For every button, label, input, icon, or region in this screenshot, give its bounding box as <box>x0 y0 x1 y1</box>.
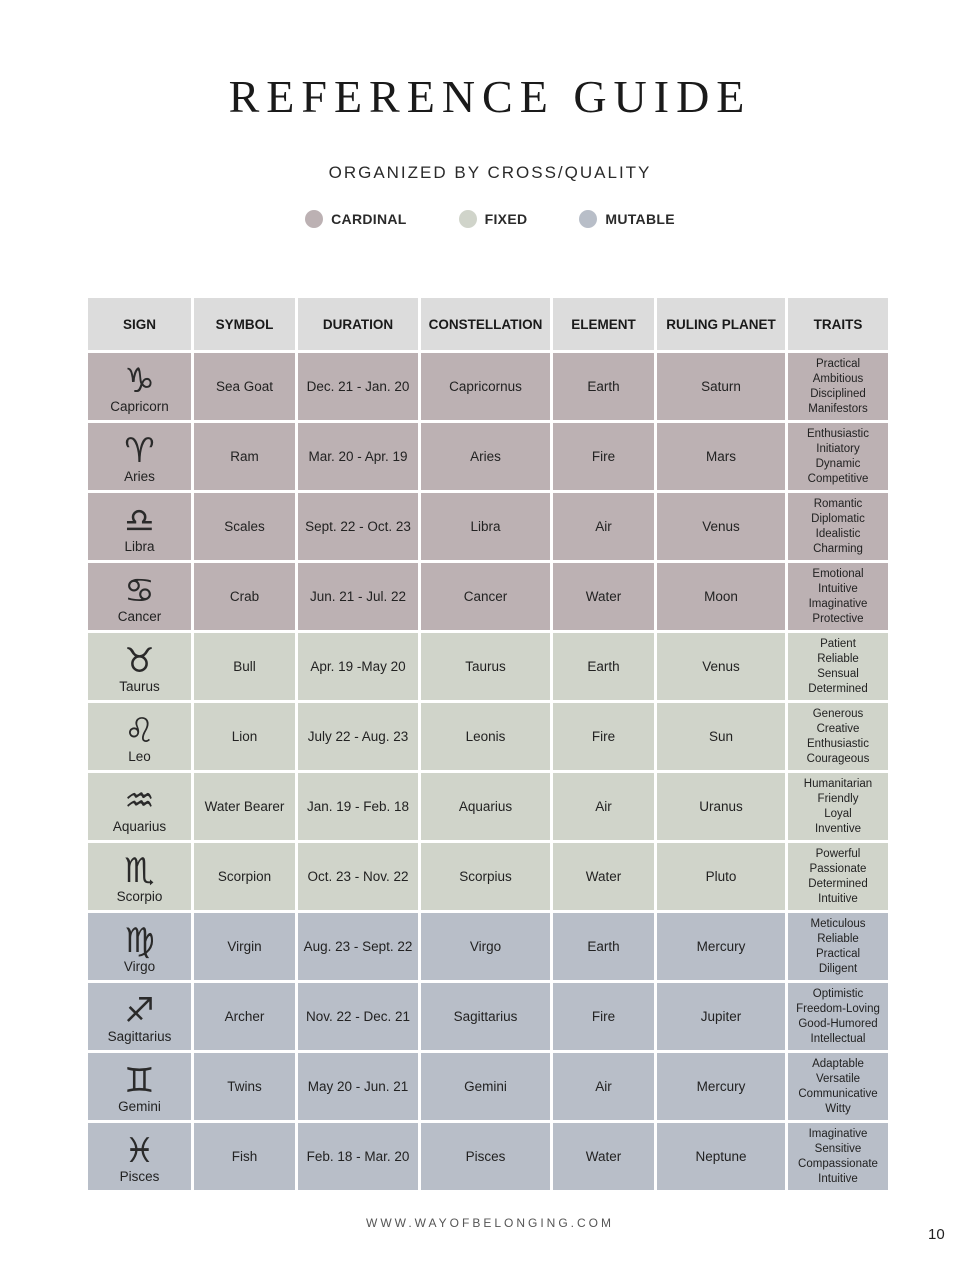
trait-item: Sensitive <box>814 1142 862 1155</box>
trait-item: Inventive <box>814 822 862 835</box>
page-title: REFERENCE GUIDE <box>228 71 752 122</box>
constellation-cell: Libra <box>421 493 550 560</box>
symbol-cell: Virgin <box>194 913 295 980</box>
symbol-cell: Scales <box>194 493 295 560</box>
ruling-planet-cell: Mercury <box>657 913 785 980</box>
trait-item: Intellectual <box>810 1032 866 1045</box>
traits-cell <box>788 773 888 840</box>
legend-cardinal <box>305 210 407 228</box>
trait-item: Diligent <box>818 962 858 975</box>
element-cell: Fire <box>553 423 654 490</box>
zodiac-glyph-icon: ♎ <box>124 501 155 541</box>
sign-name: Sagittarius <box>107 1029 172 1044</box>
trait-item: Romantic <box>813 497 863 510</box>
zodiac-glyph-icon: ♊ <box>124 1061 155 1101</box>
trait-item: Manifestors <box>808 402 868 415</box>
zodiac-glyph-icon: ♍ <box>124 921 155 961</box>
traits-cell <box>788 633 888 700</box>
element-cell: Earth <box>553 913 654 980</box>
sign-name: Taurus <box>119 679 160 694</box>
duration-cell: Sept. 22 - Oct. 23 <box>298 493 418 560</box>
element-cell: Water <box>553 563 654 630</box>
header-duration: DURATION <box>298 298 418 350</box>
element-cell: Water <box>553 1123 654 1190</box>
header-constellation: CONSTELLATION <box>421 298 550 350</box>
trait-item: Courageous <box>806 752 870 765</box>
sign-name: Aquarius <box>112 819 167 834</box>
symbol-cell: Bull <box>194 633 295 700</box>
traits-cell <box>788 1123 888 1190</box>
constellation-cell: Aquarius <box>421 773 550 840</box>
sign-name: Cancer <box>117 609 162 624</box>
header-traits: TRAITS <box>788 298 888 350</box>
trait-item: Practical <box>815 357 861 370</box>
element-cell: Earth <box>553 353 654 420</box>
trait-item: Communicative <box>798 1087 878 1100</box>
trait-item: Intuitive <box>818 892 858 905</box>
duration-cell: Mar. 20 - Apr. 19 <box>298 423 418 490</box>
constellation-cell: Capricornus <box>421 353 550 420</box>
symbol-cell: Archer <box>194 983 295 1050</box>
zodiac-glyph-icon: ♌ <box>124 711 155 751</box>
element-cell: Fire <box>553 703 654 770</box>
duration-cell: Aug. 23 - Sept. 22 <box>298 913 418 980</box>
trait-item: Idealistic <box>815 527 861 540</box>
duration-cell: Dec. 21 - Jan. 20 <box>298 353 418 420</box>
ruling-planet-cell: Uranus <box>657 773 785 840</box>
trait-item: Freedom-Loving <box>796 1002 880 1015</box>
traits-cell <box>788 983 888 1050</box>
symbol-cell: Sea Goat <box>194 353 295 420</box>
trait-item: Disciplined <box>810 387 866 400</box>
symbol-cell: Lion <box>194 703 295 770</box>
constellation-cell: Pisces <box>421 1123 550 1190</box>
trait-item: Initiatory <box>816 442 860 455</box>
sign-cell <box>88 1123 191 1190</box>
header-sign: SIGN <box>88 298 191 350</box>
trait-item: Meticulous <box>810 917 866 930</box>
trait-item: Witty <box>825 1102 851 1115</box>
trait-item: Good-Humored <box>798 1017 878 1030</box>
sign-cell <box>88 353 191 420</box>
sign-cell <box>88 633 191 700</box>
header-ruling-planet: RULING PLANET <box>657 298 785 350</box>
header-element: ELEMENT <box>553 298 654 350</box>
traits-cell <box>788 423 888 490</box>
trait-item: Determined <box>808 682 868 695</box>
trait-item: Reliable <box>817 652 859 665</box>
zodiac-glyph-icon: ♏ <box>124 851 155 891</box>
trait-item: Creative <box>816 722 860 735</box>
constellation-cell: Aries <box>421 423 550 490</box>
duration-cell: May 20 - Jun. 21 <box>298 1053 418 1120</box>
symbol-cell: Water Bearer <box>194 773 295 840</box>
zodiac-glyph-icon: ♒ <box>124 781 155 821</box>
zodiac-glyph-icon: ♉ <box>124 641 155 681</box>
duration-cell: Oct. 23 - Nov. 22 <box>298 843 418 910</box>
zodiac-reference-table <box>88 298 882 1190</box>
trait-item: Diplomatic <box>811 512 865 525</box>
zodiac-glyph-icon: ♑ <box>124 361 155 401</box>
symbol-cell: Ram <box>194 423 295 490</box>
constellation-cell: Leonis <box>421 703 550 770</box>
zodiac-glyph-icon: ♐ <box>124 991 155 1031</box>
symbol-cell: Scorpion <box>194 843 295 910</box>
trait-item: Adaptable <box>812 1057 864 1070</box>
legend-cardinal-label: CARDINAL <box>331 211 407 227</box>
sign-cell <box>88 773 191 840</box>
zodiac-glyph-icon: ♈ <box>124 431 155 471</box>
traits-cell <box>788 843 888 910</box>
trait-item: Humanitarian <box>803 777 873 790</box>
trait-item: Enthusiastic <box>806 737 869 750</box>
ruling-planet-cell: Venus <box>657 493 785 560</box>
traits-cell <box>788 493 888 560</box>
zodiac-glyph-icon: ♓ <box>124 1131 155 1171</box>
trait-item: Powerful <box>815 847 861 860</box>
cardinal-swatch-icon <box>305 210 323 228</box>
constellation-cell: Taurus <box>421 633 550 700</box>
traits-cell <box>788 1053 888 1120</box>
ruling-planet-cell: Venus <box>657 633 785 700</box>
constellation-cell: Gemini <box>421 1053 550 1120</box>
element-cell: Air <box>553 773 654 840</box>
trait-item: Emotional <box>812 567 864 580</box>
sign-cell <box>88 703 191 770</box>
trait-item: Generous <box>812 707 864 720</box>
symbol-cell: Fish <box>194 1123 295 1190</box>
trait-item: Ambitious <box>812 372 864 385</box>
sign-cell <box>88 983 191 1050</box>
sign-name: Capricorn <box>110 399 169 414</box>
constellation-cell: Cancer <box>421 563 550 630</box>
element-cell: Water <box>553 843 654 910</box>
traits-cell <box>788 913 888 980</box>
legend-mutable-label: MUTABLE <box>605 211 675 227</box>
sign-name: Libra <box>124 539 155 554</box>
sign-cell <box>88 843 191 910</box>
sign-name: Virgo <box>123 959 156 974</box>
website-footer: WWW.WAYOFBELONGING.COM <box>366 1216 614 1230</box>
ruling-planet-cell: Mercury <box>657 1053 785 1120</box>
traits-cell <box>788 563 888 630</box>
element-cell: Air <box>553 493 654 560</box>
trait-item: Versatile <box>815 1072 861 1085</box>
legend-fixed-label: FIXED <box>484 211 528 227</box>
zodiac-glyph-icon: ♋ <box>124 571 155 611</box>
ruling-planet-cell: Neptune <box>657 1123 785 1190</box>
trait-item: Friendly <box>817 792 859 805</box>
trait-item: Competitive <box>807 472 869 485</box>
trait-item: Practical <box>815 947 861 960</box>
traits-cell <box>788 353 888 420</box>
traits-cell <box>788 703 888 770</box>
fixed-swatch-icon <box>459 210 477 228</box>
trait-item: Intuitive <box>818 1172 858 1185</box>
sign-name: Scorpio <box>116 889 163 904</box>
mutable-swatch-icon <box>579 210 597 228</box>
sign-cell <box>88 563 191 630</box>
trait-item: Reliable <box>817 932 859 945</box>
ruling-planet-cell: Pluto <box>657 843 785 910</box>
ruling-planet-cell: Jupiter <box>657 983 785 1050</box>
ruling-planet-cell: Moon <box>657 563 785 630</box>
trait-item: Intuitive <box>818 582 858 595</box>
element-cell: Earth <box>553 633 654 700</box>
sign-cell <box>88 493 191 560</box>
symbol-cell: Twins <box>194 1053 295 1120</box>
legend-fixed <box>459 210 528 228</box>
constellation-cell: Scorpius <box>421 843 550 910</box>
page-number: 10 <box>928 1226 945 1243</box>
trait-item: Sensual <box>817 667 859 680</box>
ruling-planet-cell: Mars <box>657 423 785 490</box>
header-symbol: SYMBOL <box>194 298 295 350</box>
constellation-cell: Virgo <box>421 913 550 980</box>
legend-mutable <box>579 210 675 228</box>
trait-item: Enthusiastic <box>806 427 869 440</box>
sign-cell <box>88 913 191 980</box>
trait-item: Dynamic <box>815 457 861 470</box>
duration-cell: Feb. 18 - Mar. 20 <box>298 1123 418 1190</box>
ruling-planet-cell: Sun <box>657 703 785 770</box>
sign-name: Aries <box>124 469 155 484</box>
trait-item: Imaginative <box>808 597 868 610</box>
element-cell: Fire <box>553 983 654 1050</box>
trait-item: Imaginative <box>808 1127 868 1140</box>
duration-cell: Nov. 22 - Dec. 21 <box>298 983 418 1050</box>
sign-name: Gemini <box>118 1099 161 1114</box>
duration-cell: July 22 - Aug. 23 <box>298 703 418 770</box>
quality-legend <box>0 210 980 228</box>
trait-item: Charming <box>813 542 863 555</box>
trait-item: Determined <box>808 877 868 890</box>
trait-item: Passionate <box>809 862 867 875</box>
trait-item: Protective <box>812 612 864 625</box>
duration-cell: Jun. 21 - Jul. 22 <box>298 563 418 630</box>
element-cell: Air <box>553 1053 654 1120</box>
constellation-cell: Sagittarius <box>421 983 550 1050</box>
trait-item: Loyal <box>824 807 852 820</box>
sign-cell <box>88 423 191 490</box>
trait-item: Optimistic <box>812 987 864 1000</box>
sign-name: Pisces <box>119 1169 160 1184</box>
trait-item: Patient <box>820 637 856 650</box>
trait-item: Compassionate <box>798 1157 878 1170</box>
sign-cell <box>88 1053 191 1120</box>
ruling-planet-cell: Saturn <box>657 353 785 420</box>
duration-cell: Apr. 19 -May 20 <box>298 633 418 700</box>
duration-cell: Jan. 19 - Feb. 18 <box>298 773 418 840</box>
sign-name: Leo <box>128 749 151 764</box>
page-subtitle: ORGANIZED BY CROSS/QUALITY <box>328 163 652 182</box>
symbol-cell: Crab <box>194 563 295 630</box>
